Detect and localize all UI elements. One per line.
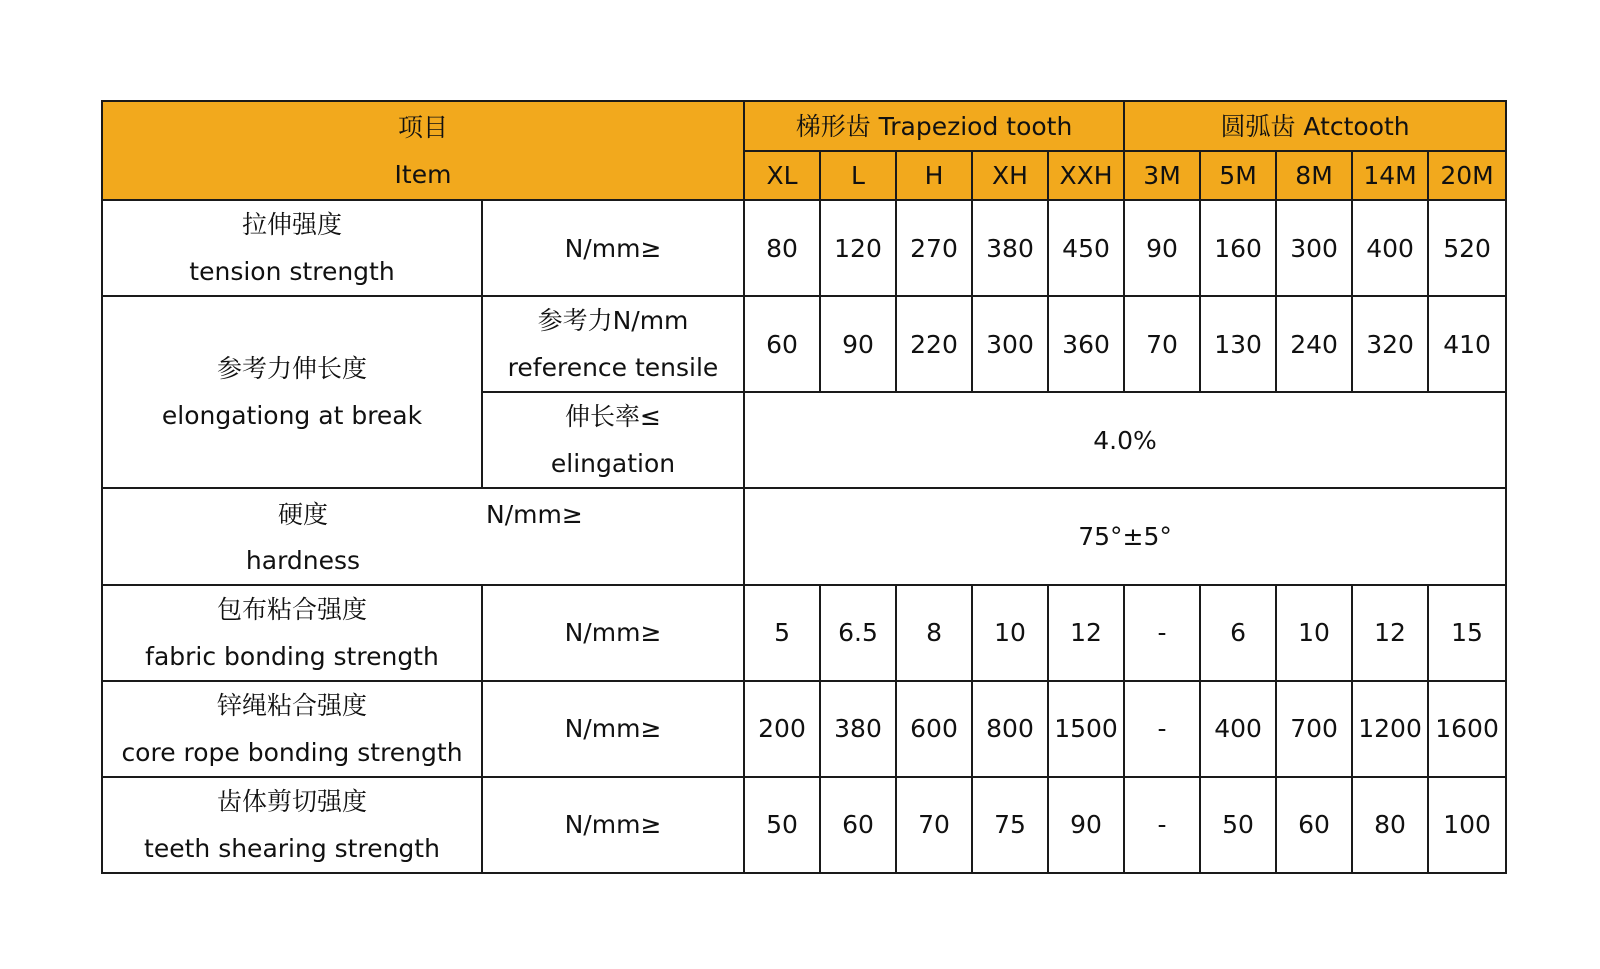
value-cell: 50 (1200, 777, 1276, 873)
table-row-tension (102, 200, 1506, 296)
row-label-en: elongationg at break (161, 401, 423, 431)
value-cell: - (1124, 585, 1200, 681)
header-row-groups (102, 101, 1506, 151)
col-header-xxh: XXH (1048, 151, 1124, 200)
row-label-tension (102, 200, 482, 296)
value-cell: 700 (1276, 681, 1352, 777)
col-header-h: H (896, 151, 972, 200)
col-header-14m: 14M (1352, 151, 1428, 200)
row-label-zh: 锌绳粘合强度 (216, 690, 367, 720)
value-cell: - (1124, 777, 1200, 873)
value-cell: 8 (896, 585, 972, 681)
value-cell: 400 (1352, 200, 1428, 296)
row-label-en: hardness (245, 545, 361, 575)
value-cell: 10 (972, 585, 1048, 681)
value-cell: 300 (972, 296, 1048, 392)
value-cell: 15 (1428, 585, 1506, 681)
value-cell: 320 (1352, 296, 1428, 392)
item-header (102, 101, 744, 200)
row-label-elongation (102, 296, 482, 488)
value-cell: 100 (1428, 777, 1506, 873)
value-cell: 70 (896, 777, 972, 873)
value-cell: 1600 (1428, 681, 1506, 777)
table-row-fabric-bonding (102, 585, 1506, 681)
row-label-zh: 齿体剪切强度 (216, 786, 367, 816)
sub-label-en: elingation (550, 449, 676, 479)
row-label-hardness (102, 488, 744, 584)
sub-label-zh: 伸长率≤ (565, 402, 661, 432)
row-label-zh: 硬度 (277, 499, 328, 529)
value-cell: 410 (1428, 296, 1506, 392)
value-cell: 10 (1276, 585, 1352, 681)
row-label-en: tension strength (189, 257, 395, 287)
value-cell: 80 (744, 200, 820, 296)
unit-cell: N/mm≥ (482, 585, 744, 681)
value-cell: 90 (820, 296, 896, 392)
value-cell: 120 (820, 200, 896, 296)
value-cell: 60 (744, 296, 820, 392)
unit-cell: N/mm≥ (482, 681, 744, 777)
row-label-en: core rope bonding strength (121, 737, 463, 767)
col-header-xl: XL (744, 151, 820, 200)
value-cell: 520 (1428, 200, 1506, 296)
row-label-zh: 包布粘合强度 (216, 594, 367, 624)
sub-label-en: reference tensile (507, 353, 719, 383)
value-cell: 6 (1200, 585, 1276, 681)
col-header-8m: 8M (1276, 151, 1352, 200)
unit-label: N/mm≥ (486, 499, 583, 529)
arc-tooth-header: 圆弧齿 Atctooth (1124, 101, 1506, 151)
value-cell: 75 (972, 777, 1048, 873)
elongation-rate-value: 4.0% (744, 392, 1506, 488)
unit-cell: N/mm≥ (482, 200, 744, 296)
value-cell: 60 (820, 777, 896, 873)
table-row-hardness (102, 488, 1506, 584)
value-cell: 240 (1276, 296, 1352, 392)
value-cell: 800 (972, 681, 1048, 777)
value-cell: 50 (744, 777, 820, 873)
value-cell: 360 (1048, 296, 1124, 392)
value-cell: 300 (1276, 200, 1352, 296)
value-cell: 380 (820, 681, 896, 777)
sub-label-elongation-rate (482, 392, 744, 488)
value-cell: 200 (744, 681, 820, 777)
value-cell: 90 (1048, 777, 1124, 873)
unit-cell: N/mm≥ (482, 777, 744, 873)
sub-label-zh: 参考力N/mm (537, 306, 689, 336)
row-label-shearing (102, 777, 482, 873)
value-cell: 1200 (1352, 681, 1428, 777)
row-label-zh: 参考力伸长度 (216, 354, 367, 384)
value-cell: 60 (1276, 777, 1352, 873)
row-label-en: fabric bonding strength (145, 641, 439, 671)
row-label-zh: 拉伸强度 (241, 210, 342, 240)
col-header-20m: 20M (1428, 151, 1506, 200)
value-cell: 6.5 (820, 585, 896, 681)
value-cell: 5 (744, 585, 820, 681)
belt-spec-table (101, 100, 1507, 874)
table-row-core-rope-bonding (102, 681, 1506, 777)
value-cell: 220 (896, 296, 972, 392)
value-cell: 12 (1048, 585, 1124, 681)
hardness-value: 75°±5° (744, 488, 1506, 584)
row-label-fabric (102, 585, 482, 681)
value-cell: 1500 (1048, 681, 1124, 777)
value-cell: 450 (1048, 200, 1124, 296)
value-cell: 130 (1200, 296, 1276, 392)
trapezoid-tooth-header: 梯形齿 Trapeziod tooth (744, 101, 1124, 151)
col-header-3m: 3M (1124, 151, 1200, 200)
item-header-en: Item (394, 159, 452, 189)
col-header-5m: 5M (1200, 151, 1276, 200)
value-cell: 600 (896, 681, 972, 777)
table-row-teeth-shearing (102, 777, 1506, 873)
value-cell: 90 (1124, 200, 1200, 296)
value-cell: 380 (972, 200, 1048, 296)
sub-label-reference-tensile (482, 296, 744, 392)
value-cell: - (1124, 681, 1200, 777)
row-label-en: teeth shearing strength (144, 833, 440, 863)
col-header-xh: XH (972, 151, 1048, 200)
col-header-l: L (820, 151, 896, 200)
value-cell: 270 (896, 200, 972, 296)
row-label-core-rope (102, 681, 482, 777)
table-row-reference-tensile (102, 296, 1506, 392)
item-header-zh: 项目 (398, 112, 449, 142)
value-cell: 400 (1200, 681, 1276, 777)
value-cell: 160 (1200, 200, 1276, 296)
value-cell: 70 (1124, 296, 1200, 392)
value-cell: 80 (1352, 777, 1428, 873)
value-cell: 12 (1352, 585, 1428, 681)
